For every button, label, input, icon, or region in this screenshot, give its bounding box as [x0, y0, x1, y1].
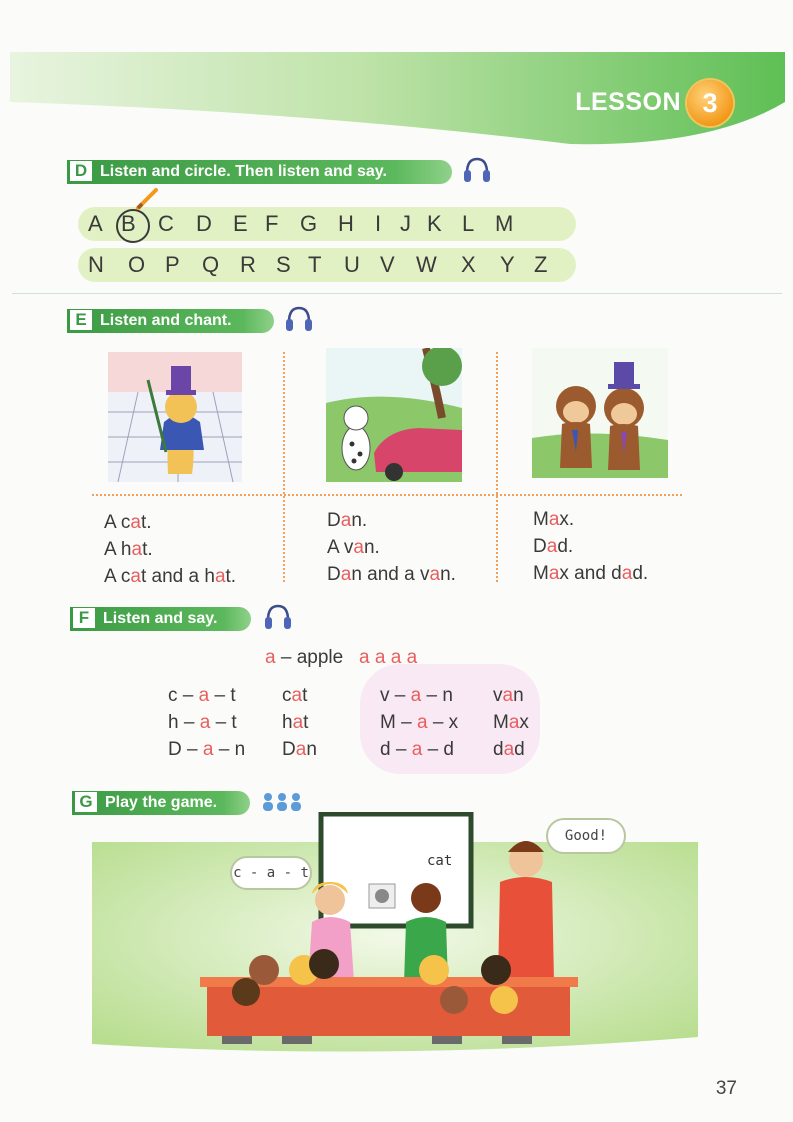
section-g-instruction: Play the game.: [105, 794, 218, 811]
chant-line: A van.: [327, 537, 380, 558]
section-divider: [12, 293, 782, 294]
headphones-icon[interactable]: [284, 304, 314, 334]
section-d-header: [67, 160, 452, 184]
picture-row-divider: [92, 494, 682, 496]
alphabet-letter[interactable]: X: [461, 252, 476, 277]
alphabet-letter[interactable]: V: [380, 252, 395, 277]
chant-line: Dan and a van.: [327, 564, 456, 585]
dog-and-van-illustration: [326, 348, 462, 482]
section-f-letter: F: [73, 608, 95, 628]
section-f-header: [70, 607, 251, 631]
student-speech-bubble: c - a - t: [230, 856, 312, 890]
alphabet-letter[interactable]: M: [495, 211, 514, 236]
alphabet-letter[interactable]: L: [462, 211, 475, 236]
alphabet-letter[interactable]: T: [308, 252, 322, 277]
letter-circle-mark: [116, 209, 150, 243]
word-list-right: [493, 682, 529, 763]
headphones-icon[interactable]: [462, 155, 492, 185]
headphones-icon[interactable]: [263, 602, 293, 632]
word: cat: [282, 685, 308, 706]
blend-row: v – a – n: [380, 685, 453, 706]
alphabet-letter[interactable]: C: [158, 211, 174, 236]
word: Max: [493, 712, 529, 733]
chant-column-2: [327, 507, 456, 588]
column-divider-1: [283, 352, 285, 582]
section-d-letter: D: [70, 161, 92, 181]
alphabet-letter[interactable]: W: [416, 252, 437, 277]
chant-line: Max.: [533, 509, 575, 530]
alphabet-letter[interactable]: D: [196, 211, 212, 236]
alphabet-letter[interactable]: N: [88, 252, 104, 277]
blend-list-left: [168, 682, 245, 763]
chant-column-1: [104, 509, 236, 590]
word: van: [493, 685, 524, 706]
blend-row: M – a – x: [380, 712, 459, 733]
section-e-letter: E: [70, 310, 92, 330]
alphabet-letter[interactable]: Y: [500, 252, 515, 277]
chant-line: A cat.: [104, 512, 152, 533]
alphabet-letter[interactable]: J: [400, 211, 411, 236]
chant-line: Dad.: [533, 536, 574, 557]
cat-in-hat-illustration: [108, 352, 242, 482]
lesson-label: LESSON: [575, 88, 681, 116]
section-e-header: [67, 309, 274, 333]
alphabet-letter[interactable]: I: [375, 211, 382, 236]
alphabet-letter[interactable]: F: [265, 211, 279, 236]
alphabet-letter[interactable]: U: [344, 252, 360, 277]
chant-line: Max and dad.: [533, 563, 649, 584]
alphabet-letter[interactable]: Q: [202, 252, 220, 277]
alphabet-letter[interactable]: G: [300, 211, 318, 236]
alphabet-letter[interactable]: H: [338, 211, 354, 236]
word-list-left: [282, 682, 317, 763]
alphabet-letter[interactable]: K: [427, 211, 442, 236]
alphabet-letter[interactable]: P: [165, 252, 180, 277]
chant-column-3: [533, 506, 648, 587]
word: dad: [493, 739, 525, 760]
lesson-number-badge: 3: [687, 80, 733, 126]
alphabet-letter[interactable]: R: [240, 252, 256, 277]
teacher-speech-bubble: Good!: [546, 818, 626, 854]
blend-row: h – a – t: [168, 712, 237, 733]
section-d-instruction: Listen and circle. Then listen and say.: [100, 163, 387, 180]
chant-line: A hat.: [104, 539, 153, 560]
blend-list-right: [380, 682, 458, 763]
blend-row: c – a – t: [168, 685, 236, 706]
chant-line: A cat and a hat.: [104, 566, 237, 587]
alphabet-letter[interactable]: E: [233, 211, 248, 236]
word: hat: [282, 712, 309, 733]
alphabet-row-2: [0, 252, 793, 282]
chant-line: Dan.: [327, 510, 368, 531]
key-sound-line: a – apple a a a a: [265, 647, 418, 668]
section-g-letter: G: [75, 792, 97, 812]
blend-row: D – a – n: [168, 739, 246, 760]
alphabet-letter[interactable]: A: [88, 211, 103, 236]
alphabet-letter[interactable]: O: [128, 252, 146, 277]
alphabet-letter[interactable]: S: [276, 252, 291, 277]
board-word: cat: [427, 853, 453, 869]
group-work-icon: [261, 791, 303, 813]
section-f-instruction: Listen and say.: [103, 610, 218, 627]
monkeys-illustration: [532, 348, 668, 478]
page-number: 37: [715, 1078, 737, 1099]
alphabet-letter[interactable]: B: [121, 211, 136, 236]
blend-row: d – a – d: [380, 739, 454, 760]
column-divider-2: [496, 352, 498, 582]
section-e-instruction: Listen and chant.: [100, 312, 232, 329]
word: Dan: [282, 739, 317, 760]
pencil-icon: [134, 186, 160, 212]
alphabet-letter[interactable]: Z: [534, 252, 548, 277]
